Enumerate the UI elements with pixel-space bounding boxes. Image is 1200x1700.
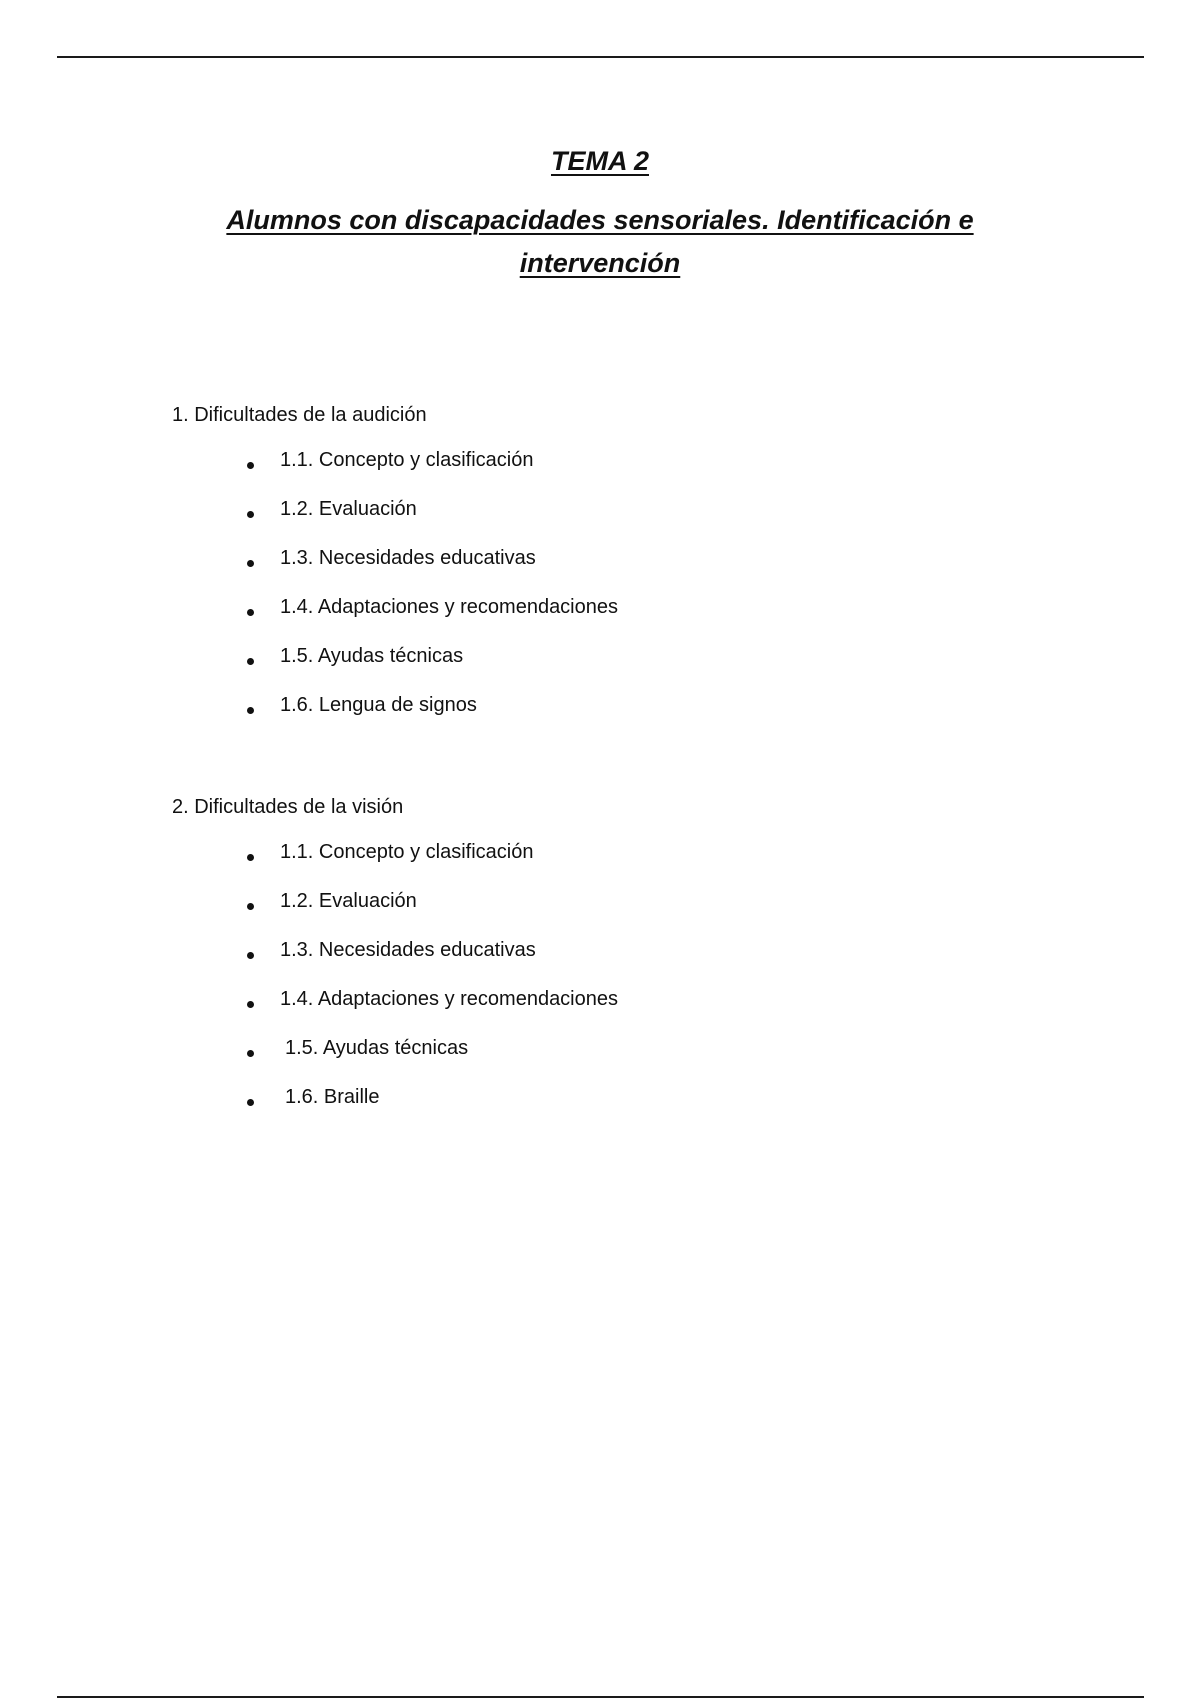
bullet-icon (247, 1001, 254, 1008)
bullet-icon (247, 560, 254, 567)
list-item (172, 478, 427, 527)
list-item (172, 919, 536, 968)
bullet-icon (247, 952, 254, 959)
bullet-icon (247, 1099, 254, 1106)
section-hearing (172, 401, 618, 723)
section-vision (172, 793, 618, 1115)
bullet-icon (247, 903, 254, 910)
list-item (172, 429, 534, 478)
section-item-list (172, 429, 618, 723)
footer-rule (57, 1696, 1144, 1698)
list-item-label: 1.1. Concepto y clasificación (280, 449, 534, 471)
list-item-label: 1.2. Evaluación (280, 498, 417, 520)
list-item (172, 674, 477, 723)
list-item-label: 1.1. Concepto y clasificación (280, 841, 534, 863)
list-item-label: 1.6. Lengua de signos (280, 694, 477, 716)
list-item-label: 1.4. Adaptaciones y recomendaciones (280, 988, 618, 1010)
list-item (172, 576, 618, 625)
bullet-icon (247, 854, 254, 861)
list-item (172, 1017, 469, 1066)
section-heading: 1. Dificultades de la audición (172, 404, 427, 426)
list-item-label: 1.5. Ayudas técnicas (280, 645, 464, 667)
list-item (172, 625, 464, 674)
list-item-label: 1.6. Braille (285, 1086, 380, 1108)
list-item (172, 1066, 403, 1115)
title-block (0, 146, 1200, 285)
document-title: TEMA 2 (550, 146, 649, 176)
bullet-icon (247, 462, 254, 469)
section-heading: 2. Dificultades de la visión (172, 796, 404, 818)
list-item-label: 1.4. Adaptaciones y recomendaciones (280, 596, 618, 618)
list-item (172, 870, 417, 919)
section-item-list (172, 821, 618, 1115)
bullet-icon (247, 511, 254, 518)
document-subtitle: Alumnos con discapacidades sensoriales. Identificación e intervención (226, 205, 974, 278)
list-item-label: 1.5. Ayudas técnicas (285, 1037, 469, 1059)
list-item-label: 1.2. Evaluación (280, 890, 417, 912)
header-rule (57, 56, 1144, 58)
bullet-icon (247, 658, 254, 665)
list-item-label: 1.3. Necesidades educativas (280, 547, 536, 569)
list-item-label: 1.3. Necesidades educativas (280, 939, 536, 961)
bullet-icon (247, 609, 254, 616)
list-item (172, 821, 534, 870)
bullet-icon (247, 707, 254, 714)
list-item (172, 527, 536, 576)
bullet-icon (247, 1050, 254, 1057)
list-item (172, 968, 618, 1017)
